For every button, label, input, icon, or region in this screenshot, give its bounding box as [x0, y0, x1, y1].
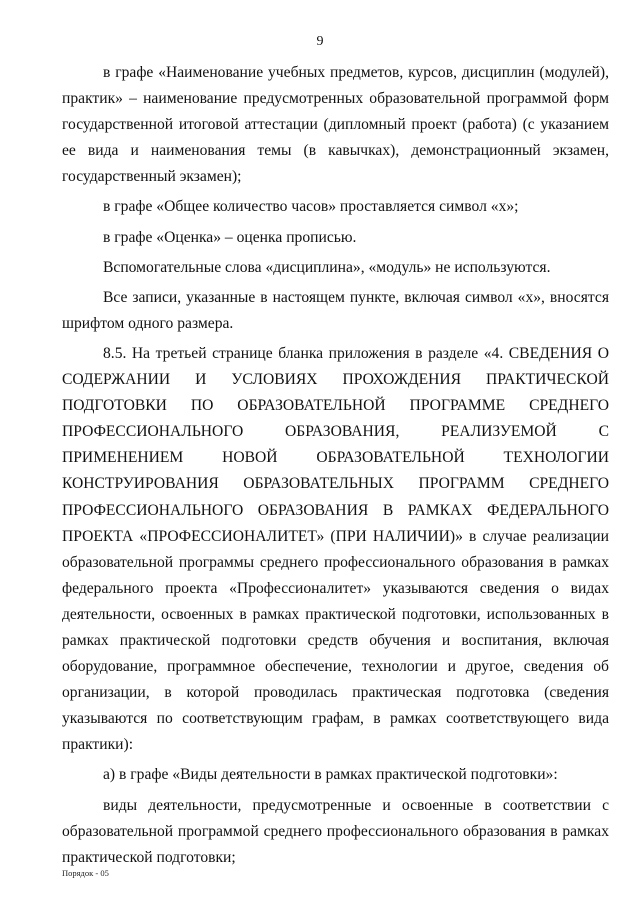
footer-label: Порядок - 05: [62, 868, 109, 878]
paragraph-ocenka: в графе «Оценка» – оценка прописью.: [103, 228, 357, 246]
document-body: [62, 60, 609, 871]
paragraph-vidy-deyatelnosti: виды деятельности, предусмотренные и освоенные в соответствии с образовательной программой среднего профессионального образования в рамках практической подготовки;: [62, 796, 609, 866]
paragraph-naimenovanie: в графе «Наименование учебных предметов, курсов, дисциплин (модулей), практик» – наименование предусмотренных образовательной программой форм государственной итоговой аттестации (дипломный проект (работа) (с указанием ее вида и наименования темы (в кавычках), демонстрационный экзамен, государственный экзамен);: [62, 64, 609, 186]
paragraph-8-5: 8.5. На третьей странице бланка приложения в разделе «4. СВЕДЕНИЯ О СОДЕРЖАНИИ И УСЛОВИЯХ ПРОХОЖДЕНИЯ ПРАКТИЧЕСКОЙ ПОДГОТОВКИ ПО ОБРАЗОВАТЕЛЬНОЙ ПРОГРАММЕ СРЕДНЕГО ПРОФЕССИОНАЛЬНОГО ОБРАЗОВАНИЯ, РЕАЛИЗУЕМОЙ С ПРИМЕНЕНИЕМ НОВОЙ ОБРАЗОВАТЕЛЬНОЙ ТЕХНОЛОГИИ КОНСТРУИРОВАНИЯ ОБРАЗОВАТЕЛЬНЫХ ПРОГРАММ СРЕДНЕГО ПРОФЕССИОНАЛЬНОГО ОБРАЗОВАНИЯ В РАМКАХ ФЕДЕРАЛЬНОГО ПРОЕКТА «ПРОФЕССИОНАЛИТЕТ» (ПРИ НАЛИЧИИ)» в случае реализации образовательной программы среднего профессионального образования в рамках федерального проекта «Профессионалитет» указываются сведения о видах деятельности, освоенных в рамках практической подготовки, использованных в рамках практической подготовки средств обучения и воспитания, включая оборудование, программное обеспечение, технологии и другое, сведения об организации, в которой проводилась практическая подготовка (сведения указываются по соответствующим графам, в рамках соответствующего вида практики):: [62, 344, 609, 754]
page-number: 9: [316, 34, 324, 49]
paragraph-vspomogatelnye: Вспомогательные слова «дисциплина», «модуль» не используются.: [103, 258, 551, 276]
paragraph-a-vidy: а) в графе «Виды деятельности в рамках практической подготовки»:: [103, 766, 558, 784]
paragraph-chasy: в графе «Общее количество часов» проставляется символ «х»;: [103, 198, 519, 216]
paragraph-zapisi: Все записи, указанные в настоящем пункте, включая символ «х», вносятся шрифтом одного размера.: [62, 288, 609, 332]
